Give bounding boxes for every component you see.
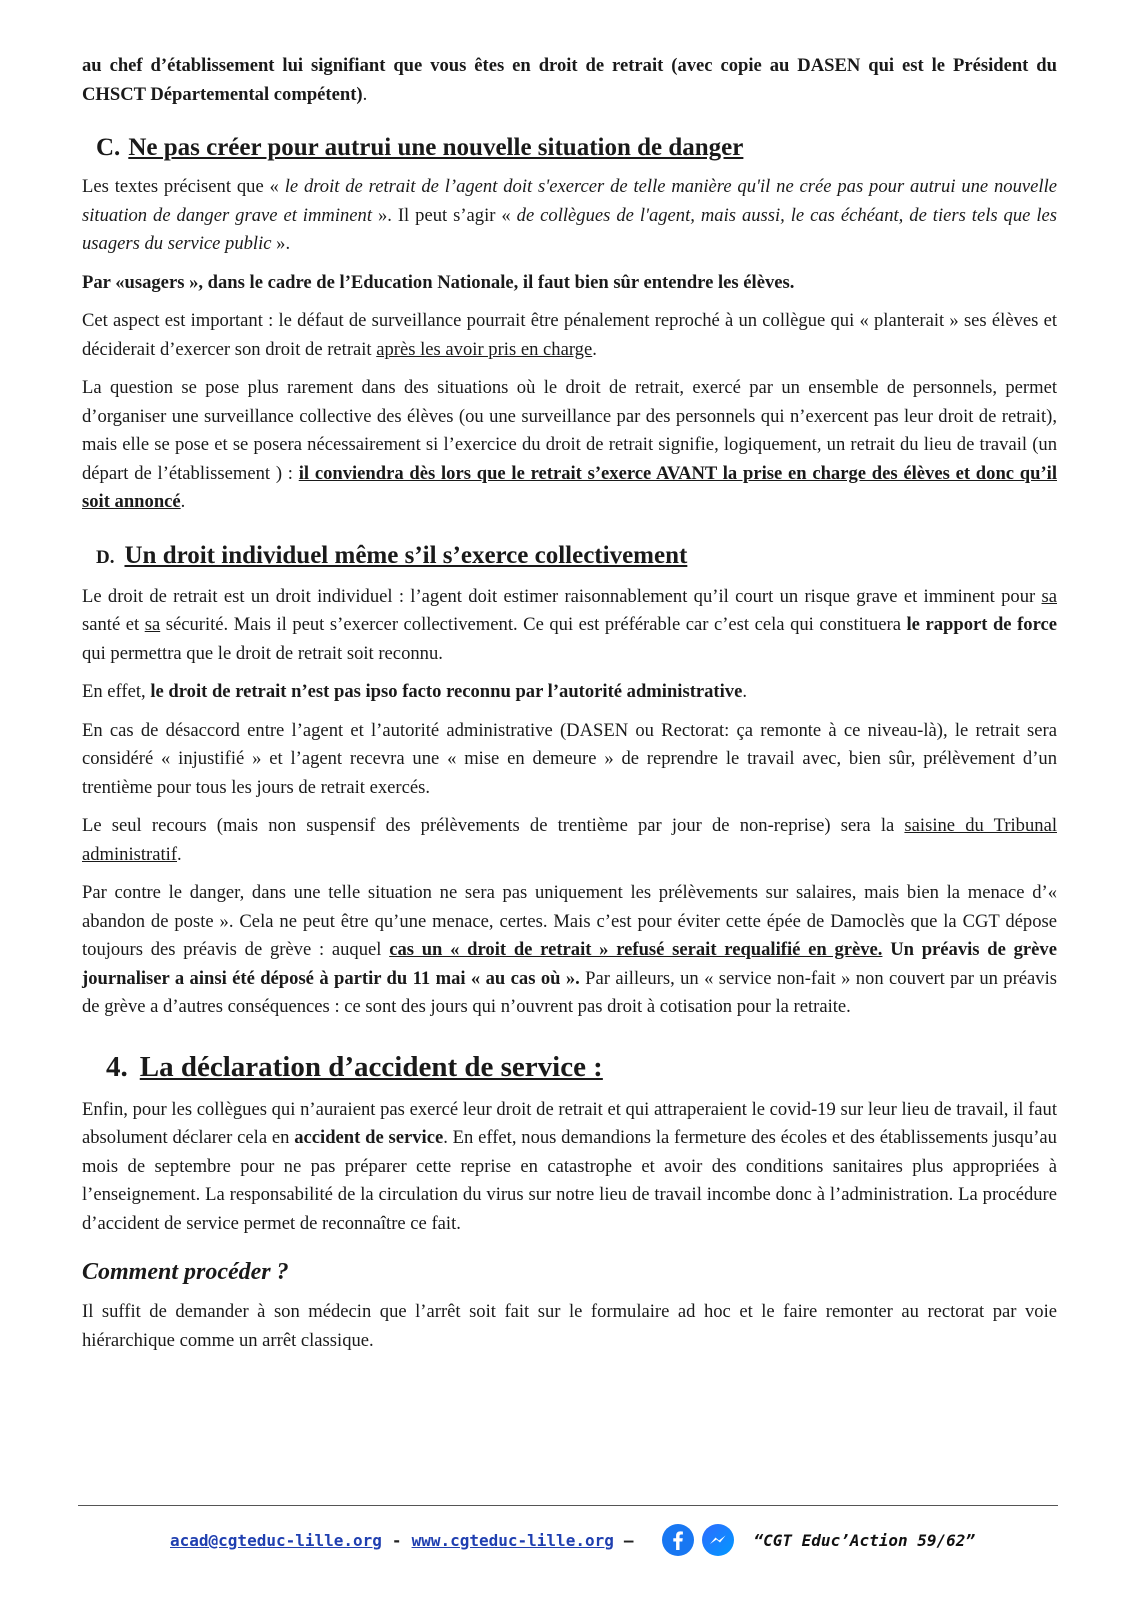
section-4-paragraph-1: Enfin, pour les collègues qui n’auraient pas exercé leur droit de retrait et qui attraperaient le covid-19 sur leur lieu de travail, il faut absolument déclarer cela en accident de service. En effet, nous demandions la fermeture des écoles et des établissements jusqu’au mois de septembre pour ne pas préparer cette reprise en catastrophe et avoir des conditions sanitaires plus appropriées à l’enseignement. La responsabilité de la circulation du virus sur notre lieu de travail incombe donc à l’administration. La procédure d’accident de service permet de reconnaître ce fait. bbox=[82, 1098, 1057, 1234]
section-d-paragraph-3: En cas de désaccord entre l’agent et l’autorité administrative (DASEN ou Rectorat: ça remonte à ce niveau-là), le retrait sera considéré « injustifié » et l’agent recevra une « mise en demeure » de reprendre le travail avec, bien sûr, prélèvement d’un trentième pour tous les jours de retrait exercés. bbox=[82, 719, 1057, 798]
section-4-title: La déclaration d’accident de service : bbox=[139, 1050, 603, 1083]
section-d-title: Un droit individuel même s’il s’exerce collectivement bbox=[124, 541, 688, 569]
section-d-heading bbox=[96, 539, 1057, 575]
section-c-letter: C. bbox=[96, 134, 121, 161]
section-c-paragraph-1: Les textes précisent que « le droit de retrait de l’agent doit s'exercer de telle manière qu'il ne crée pas pour autrui une nouvelle situation de danger grave et imminent ». Il peut s’agir « de collègues de l'agent, mais aussi, le cas échéant, de tiers tels que les usagers du service public ». bbox=[82, 176, 1057, 254]
footer-email-link[interactable]: acad@cgteduc-lille.org bbox=[170, 1530, 382, 1550]
section-d-paragraph-5: Par contre le danger, dans une telle situation ne sera pas uniquement les prélèvements sur salaires, mais bien la menace d’« abandon de poste ». Cela ne peut être qu’une menace, certes. Mais c’est pour éviter cette épée de Damoclès que la CGT dépose toujours des préavis de grève : auquel cas un « droit de retrait » refusé serait requalifié en grève. Un préavis de grève journaliser a ainsi été déposé à partir du 11 mai « au cas où ». Par ailleurs, un « service non-fait » non couvert par un préavis de grève a d’autres conséquences : ce sont des jours qui n’ouvrent pas droit à cotisation pour la retraite. bbox=[82, 882, 1057, 1017]
section-c-paragraph-3: Cet aspect est important : le défaut de surveillance pourrait être pénalement reproché à un collègue qui « planterait » ses élèves et déciderait d’exercer son droit de retrait après les avoir pris en charge. bbox=[82, 310, 1057, 360]
section-c-heading bbox=[96, 131, 1057, 165]
document-page bbox=[82, 52, 1057, 1365]
section-d-paragraph-2: En effet, le droit de retrait n’est pas ipso facto reconnu par l’autorité administrative. bbox=[82, 681, 747, 702]
facebook-icon[interactable] bbox=[662, 1524, 694, 1556]
intro-paragraph: au chef d’établissement lui signifiant que vous êtes en droit de retrait (avec copie au DASEN qui est le Président du CHSCT Départemental compétent). bbox=[82, 55, 1057, 105]
footer-website-link[interactable]: www.cgteduc-lille.org bbox=[411, 1530, 614, 1550]
section-4-number: 4. bbox=[106, 1050, 128, 1083]
section-c-paragraph-2: Par «usagers », dans le cadre de l’Education Nationale, il faut bien sûr entendre les élèves. bbox=[82, 271, 795, 293]
section-4-subtitle: Comment procéder ? bbox=[82, 1259, 289, 1285]
section-c-title: Ne pas créer pour autrui une nouvelle situation de danger bbox=[128, 134, 744, 161]
section-d-paragraph-1: Le droit de retrait est un droit individuel : l’agent doit estimer raisonnablement qu’il court un risque grave et imminent pour sa santé et sa sécurité. Mais il peut s’exercer collectivement. Ce qui est préférable car c’est cela qui constituera le rapport de force qui permettra que le droit de retrait soit reconnu. bbox=[82, 585, 1058, 664]
section-d-letter: D. bbox=[96, 546, 115, 568]
section-4-heading bbox=[106, 1048, 1057, 1086]
footer-divider bbox=[78, 1505, 1058, 1506]
section-4-paragraph-2: Il suffit de demander à son médecin que l’arrêt soit fait sur le formulaire ad hoc et le faire remonter au rectorat par voie hiérarchique comme un arrêt classique. bbox=[82, 1301, 1057, 1351]
footer-separator-1: - bbox=[391, 1530, 402, 1550]
footer-brand: “CGT Educ’Action 59/62” bbox=[753, 1530, 976, 1550]
footer bbox=[170, 1520, 1070, 1560]
section-c-paragraph-4: La question se pose plus rarement dans des situations où le droit de retrait, exercé par un ensemble de personnels, permet d’organiser une surveillance collective des élèves (ou une surveillance par des personnels qui n’exercent pas leur droit de retrait), mais elle se pose et se posera nécessairement si l’exercice du droit de retrait signifie, logiquement, un retrait du lieu de travail (un départ de l’établissement ) : il conviendra dès lors que le retrait s’exerce AVANT la prise en charge des élèves et donc qu’il soit annoncé. bbox=[82, 377, 1058, 512]
messenger-icon[interactable] bbox=[702, 1524, 734, 1556]
footer-separator-2: – bbox=[623, 1530, 634, 1550]
section-d-paragraph-4: Le seul recours (mais non suspensif des prélèvements de trentième par jour de non-reprise) sera la saisine du Tribunal administratif. bbox=[82, 815, 1057, 865]
intro-text: au chef d’établissement lui signifiant que vous êtes en droit de retrait (avec copie au DASEN qui est le Président du CHSCT Départemental compétent) bbox=[82, 55, 1057, 105]
